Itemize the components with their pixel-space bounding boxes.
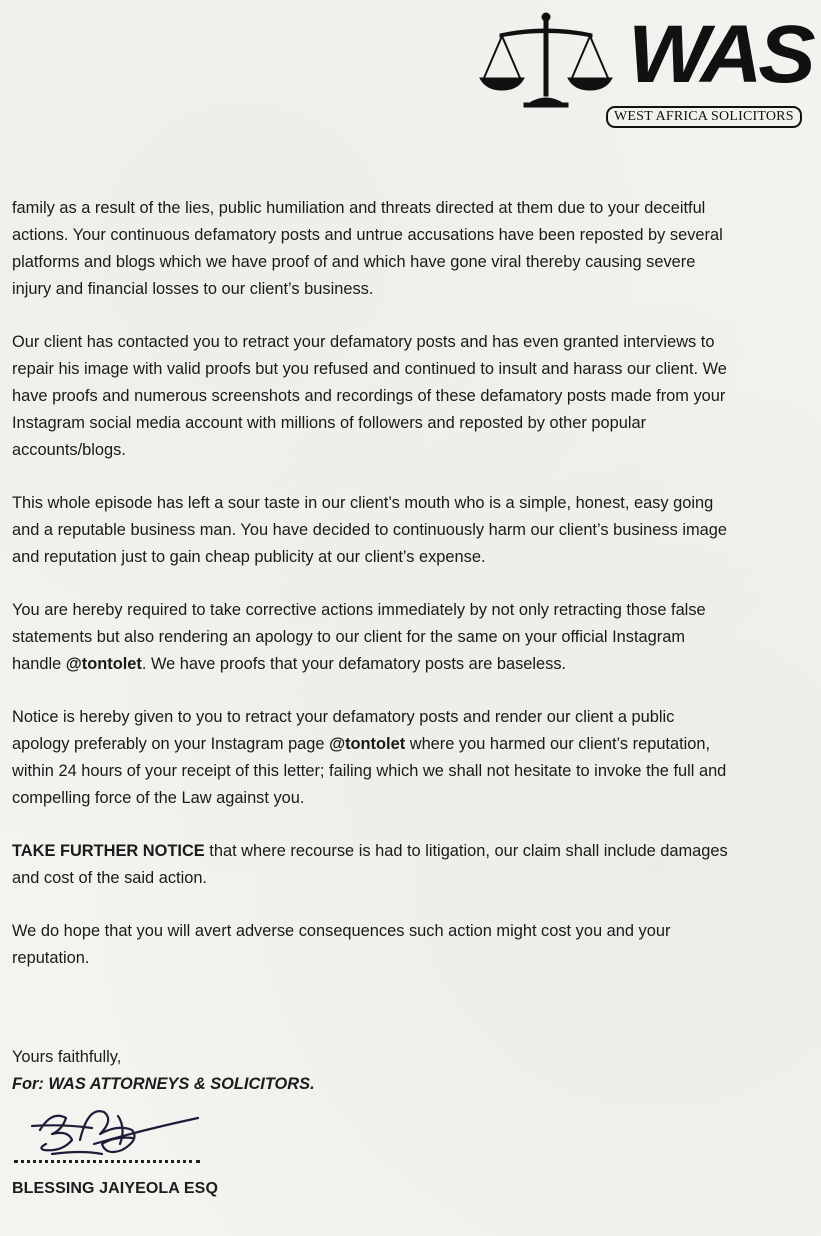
paragraph-4-text-end: . We have proofs that your defamatory posts are baseless. <box>141 655 567 673</box>
paragraph-3: This whole episode has left a sour taste in our client’s mouth who is a simple, honest, easy going and a reputable business man. You have decided to continuously harm our client’s business image and reputation just to gain cheap publicity at our client’s expense. <box>12 494 727 566</box>
signature-image <box>22 1100 212 1162</box>
letterhead-logo <box>478 8 818 126</box>
paragraph-5 <box>12 704 732 812</box>
paragraph-4 <box>12 597 732 678</box>
scales-of-justice-icon <box>478 8 618 108</box>
instagram-handle: @tontolet <box>65 655 142 673</box>
paragraph-4-text: You are hereby required to take corrective actions immediately by not only retracting those false statements but also rendering an apology to our client for the same on your official Instagram handle <box>12 601 706 673</box>
logo-wordmark: WAS <box>628 9 812 100</box>
signature-line <box>14 1160 200 1163</box>
salutation: Yours faithfully, <box>12 1048 122 1066</box>
letter-body <box>12 195 732 998</box>
paragraph-6-text: that where recourse is had to litigation, our claim shall include damages and cost of the said action. <box>12 842 728 887</box>
firm-name: WEST AFRICA SOLICITORS <box>606 106 802 128</box>
signer-name: BLESSING JAIYEOLA ESQ <box>12 1180 218 1197</box>
closing-block <box>12 1044 315 1098</box>
paragraph-5-text: Notice is hereby given to you to retract your defamatory posts and render our client a public apology preferably on your Instagram page <box>12 708 675 753</box>
instagram-handle: @tontolet <box>329 735 406 753</box>
for-firm-line: For: WAS ATTORNEYS & SOLICITORS. <box>12 1075 315 1093</box>
paragraph-6 <box>12 838 732 892</box>
paragraph-5-text-end: where you harmed our client’s reputation, within 24 hours of your receipt of this letter; failing which we shall not hesitate to invoke the full and compelling force of the Law against you. <box>12 735 727 807</box>
notice-lead: TAKE FURTHER NOTICE <box>12 842 205 860</box>
paragraph-1: family as a result of the lies, public humiliation and threats directed at them due to your deceitful actions. Your continuous defamatory posts and untrue accusations have been reposted by several platforms and blogs which we have proof of and which have gone viral thereby causing severe injury and financial losses to our client’s business. <box>12 199 723 298</box>
paragraph-7: We do hope that you will avert adverse consequences such action might cost you and your reputation. <box>12 922 671 967</box>
paragraph-2: Our client has contacted you to retract your defamatory posts and has even granted interviews to repair his image with valid proofs but you refused and continued to insult and harass our client. We have proofs and numerous screenshots and recordings of these defamatory posts made from your Instagram social media account with millions of followers and reposted by other popular accounts/blogs. <box>12 333 727 459</box>
